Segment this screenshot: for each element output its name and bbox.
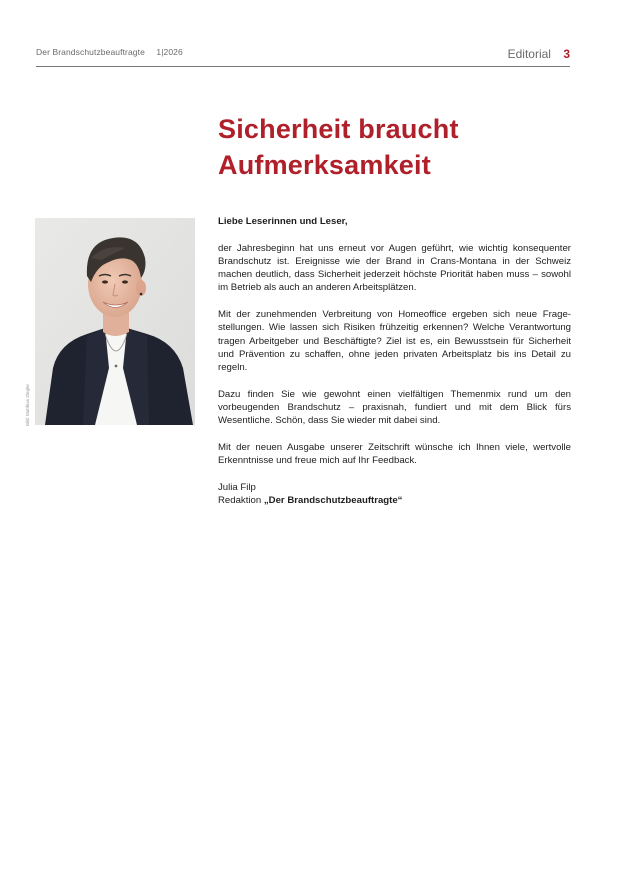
body-paragraph-4: Mit der neuen Ausgabe unserer Zeitschrift wünsche ich Ihnen viele, wertvolle Erkenntnisse und freue mich auf Ihr Feedback. [218, 442, 571, 467]
body-paragraph-1: der Jahresbeginn hat uns erneut vor Augen geführt, wie wichtig konsequenter Brandschutz ist. Ereignisse wie der Brand in Crans-Montana in der Schweiz machen deutlich, dass Sicherheit jederzeit höchste Priorität haben muss – sowohl im Betrieb als auch an anderen Arbeitsplätzen. [218, 242, 571, 294]
publication-name: Der Brandschutzbeauftragte [36, 47, 145, 57]
editorial-body [218, 215, 571, 508]
greeting: Liebe Leserinnen und Leser, [218, 216, 348, 227]
photo-credit: Bild: Matthias Ziegler [25, 383, 30, 426]
section-label: Editorial [507, 47, 551, 61]
body-paragraph-3: Dazu finden Sie wie gewohnt einen vielfältigen Themenmix rund um den vorbeugenden Brandschutz – praxisnah, fundiert und mit dem Blick fürs Wesentliche. Schön, dass Sie wieder mit dabei sind. [218, 388, 571, 427]
running-header [36, 47, 183, 57]
signature-publication: „Der Brandschutzbeauftragte“ [263, 495, 403, 507]
header-divider [36, 66, 570, 67]
issue-number: 1|2026 [156, 47, 183, 57]
page-title [218, 111, 578, 183]
page-number: 3 [563, 47, 570, 61]
body-paragraph-2: Mit der zunehmenden Verbreitung von Homeoffice ergeben sich neue Fragestellungen. Wie lassen sich Risiken frühzeitig erkennen? Welche Verantwortung tragen Arbeitgeber und Beschäftigte? Ziel ist es, ein Bewusstsein für Sicherheit und Prävention zu schaffen, ohne jeden privaten Arbeitsplatz bis ins Detail zu regeln. [218, 309, 571, 374]
author-portrait-photo [35, 218, 195, 425]
signature-role-line [218, 494, 571, 507]
signature [218, 481, 571, 508]
signature-name: Julia Filp [218, 481, 256, 493]
title-line-2: Aufmerksamkeit [218, 150, 431, 180]
section-header [508, 47, 570, 61]
signature-role: Redaktion [218, 495, 262, 507]
title-line-1: Sicherheit braucht [218, 114, 459, 144]
